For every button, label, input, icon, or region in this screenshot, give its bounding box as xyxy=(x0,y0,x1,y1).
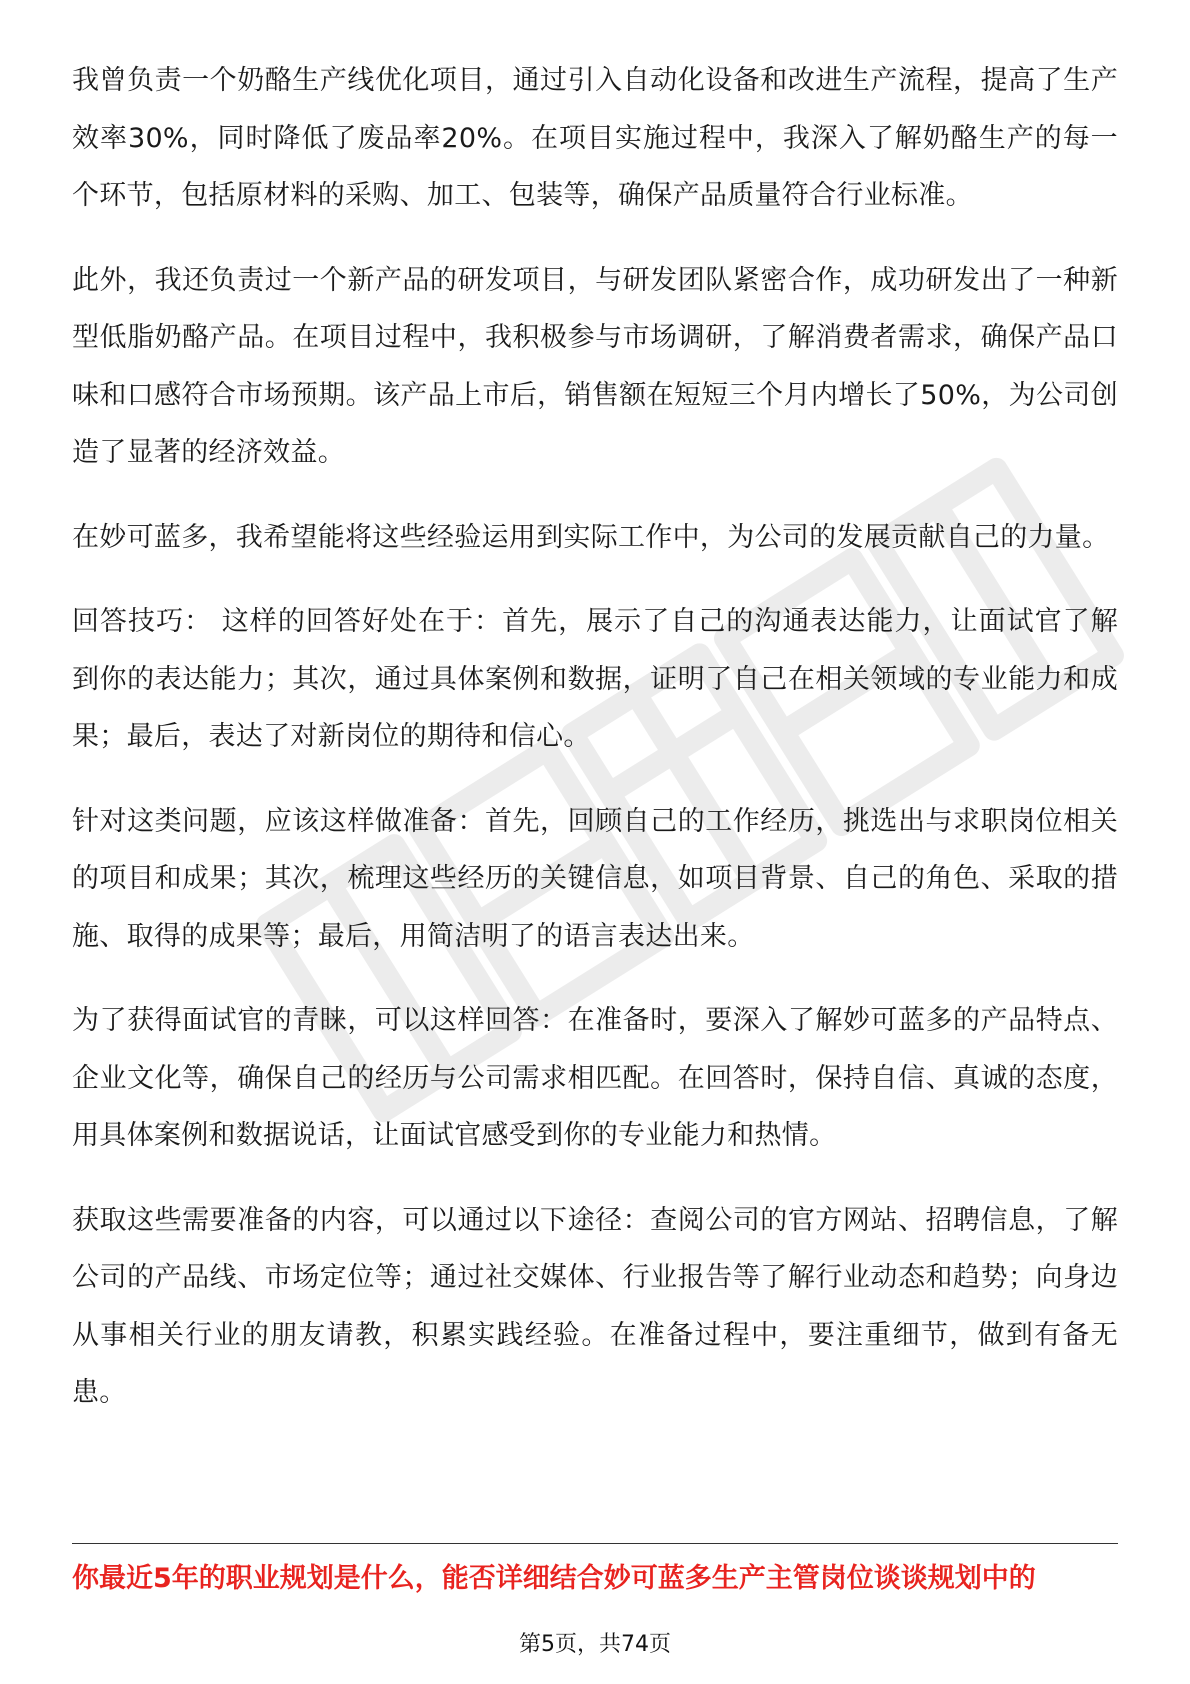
body-content xyxy=(72,52,1118,1449)
question-heading: 你最近5年的职业规划是什么，能否详细结合妙可蓝多生产主管岗位谈谈规划中的 xyxy=(72,1563,1036,1594)
paragraph-new-product: 此外，我还负责过一个新产品的研发项目，与研发团队紧密合作，成功研发出了一种新型低脂奶酪产品。在项目过程中，我积极参与市场调研，了解消费者需求，确保产品口味和口感符合市场预期。该产品上市后，销售额在短短三个月内增长了50%，为公司创造了显著的经济效益。 xyxy=(72,264,1118,468)
paragraph-favor: 为了获得面试官的青睐，可以这样回答：在准备时，要深入了解妙可蓝多的产品特点、企业文化等，确保自己的经历与公司需求相匹配。在回答时，保持自信、真诚的态度，用具体案例和数据说话，让面试官感受到你的专业能力和热情。 xyxy=(72,1005,1118,1151)
paragraph-answer-tips: 回答技巧： 这样的回答好处在于：首先，展示了自己的沟通表达能力，让面试官了解到你的表达能力；其次，通过具体案例和数据，证明了自己在相关领域的专业能力和成果；最后，表达了对新岗位的期待和信心。 xyxy=(72,606,1118,752)
paragraph-preparation: 针对这类问题，应该这样做准备：首先，回顾自己的工作经历，挑选出与求职岗位相关的项目和成果；其次，梳理这些经历的关键信息，如项目背景、自己的角色、采取的措施、取得的成果等；最后，用简洁明了的语言表达出来。 xyxy=(72,805,1118,952)
paragraph-hope: 在妙可蓝多，我希望能将这些经验运用到实际工作中，为公司的发展贡献自己的力量。 xyxy=(72,521,1110,553)
paragraph-project-optimization: 我曾负责一个奶酪生产线优化项目，通过引入自动化设备和改进生产流程，提高了生产效率30%，同时降低了废品率20%。在项目实施过程中，我深入了解奶酪生产的每一个环节，包括原材料的采购、加工、包装等，确保产品质量符合行业标准。 xyxy=(72,65,1118,211)
page-number: 第5页，共74页 xyxy=(519,1632,671,1657)
paragraph-sources: 获取这些需要准备的内容，可以通过以下途径：查阅公司的官方网站、招聘信息，了解公司的产品线、市场定位等；通过社交媒体、行业报告等了解行业动态和趋势；向身边从事相关行业的朋友请教，积累实践经验。在准备过程中，要注重细节，做到有备无患。 xyxy=(72,1204,1118,1408)
section-divider xyxy=(72,1543,1118,1544)
